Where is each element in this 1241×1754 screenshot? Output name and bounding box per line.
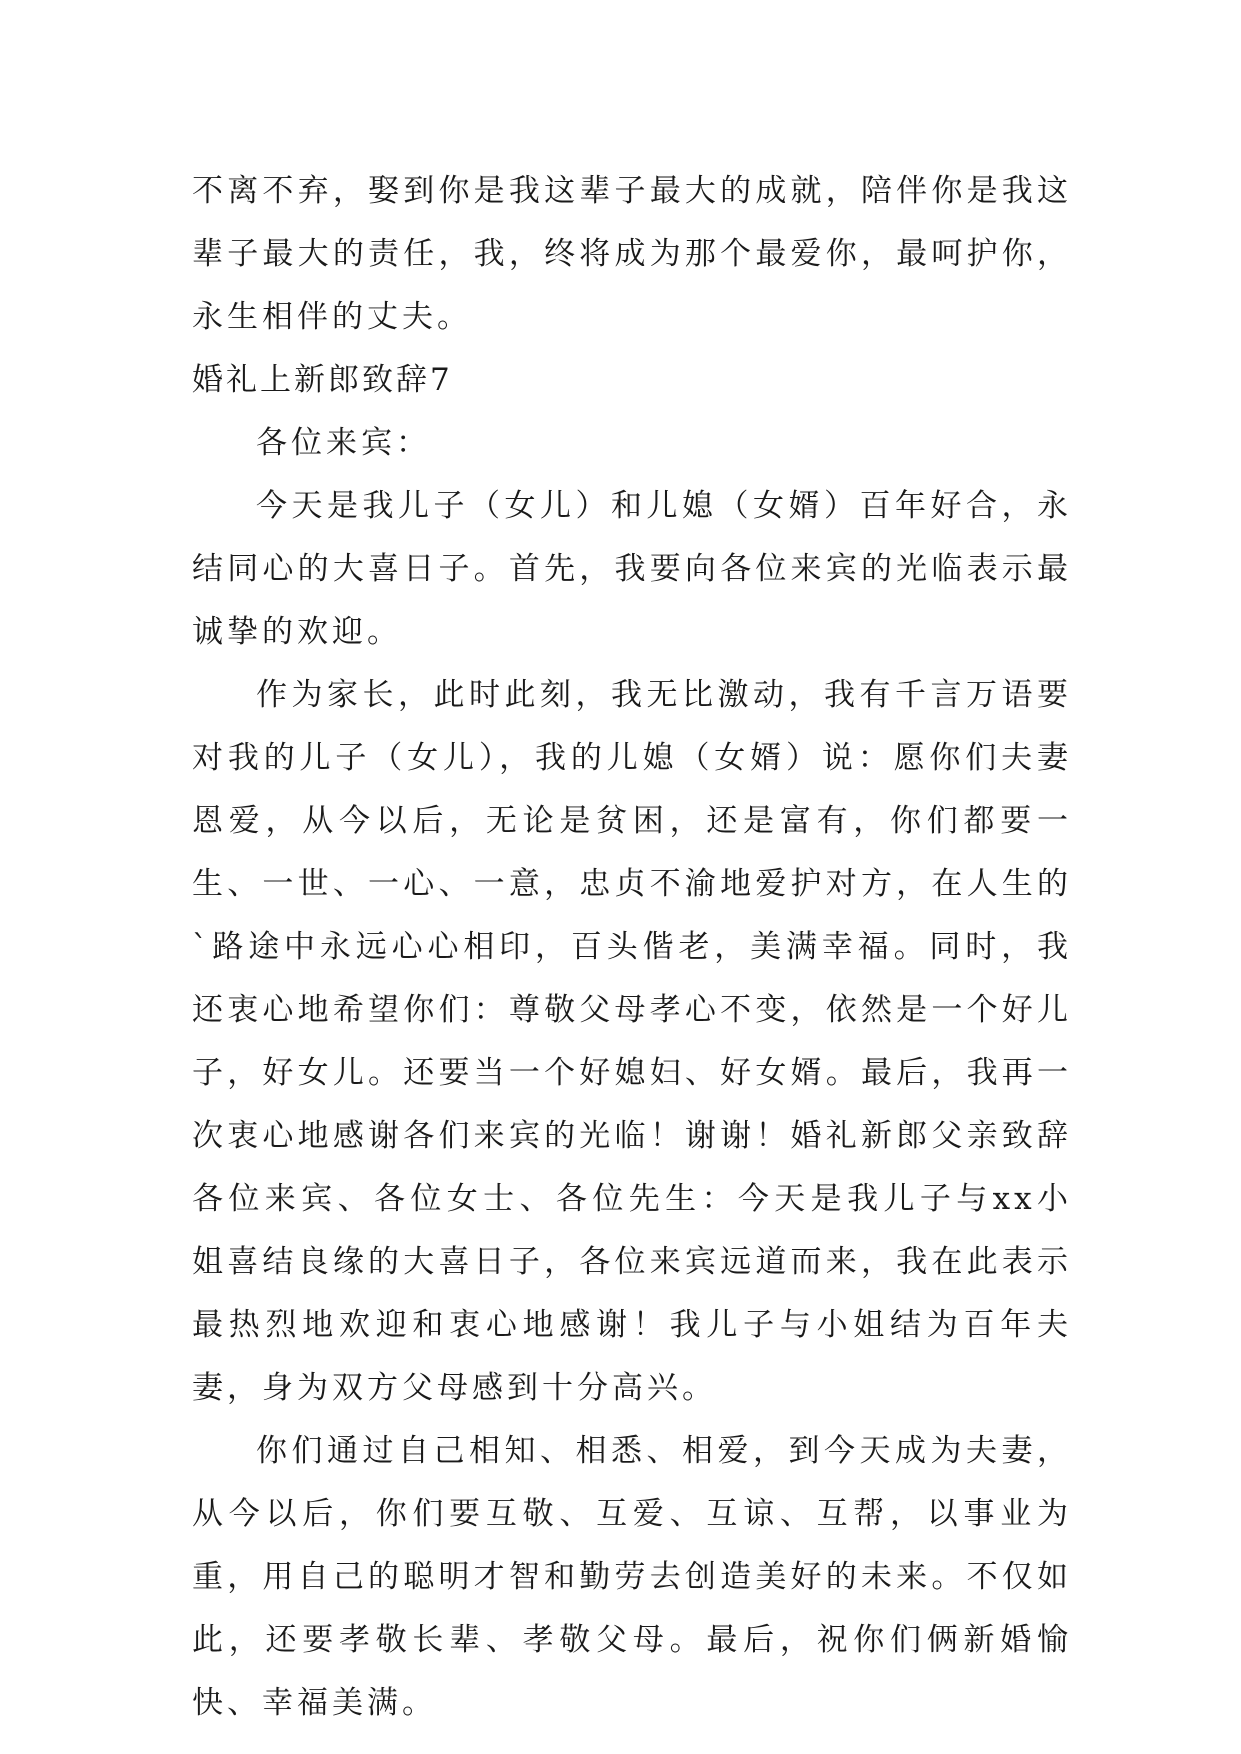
- body-paragraph-2: 作为家长，此时此刻，我无比激动，我有千言万语要对我的儿子（女儿），我的儿媳（女婿）说：愿你们夫妻恩爱，从今以后，无论是贫困，还是富有，你们都要一生、一世、一心、一意，忠贞不渝地爱护对方，在人生的`路途中永远心心相印，百头偕老，美满幸福。同时，我还衷心地希望你们：尊敬父母孝心不变，依然是一个好儿子，好女儿。还要当一个好媳妇、好女婿。最后，我再一次衷心地感谢各们来宾的光临！谢谢！婚礼新郎父亲致辞各位来宾、各位女士、各位先生：今天是我儿子与xx小姐喜结良缘的大喜日子，各位来宾远道而来，我在此表示最热烈地欢迎和衷心地感谢！我儿子与小姐结为百年夫妻，身为双方父母感到十分高兴。: [192, 677, 1072, 1406]
- body-paragraph-1: 今天是我儿子（女儿）和儿媳（女婿）百年好合，永结同心的大喜日子。首先，我要向各位来宾的光临表示最诚挚的欢迎。: [192, 488, 1072, 650]
- document-body: [192, 160, 1072, 1735]
- greeting-line: 各位来宾：: [256, 425, 431, 461]
- body-paragraph-3: 你们通过自己相知、相悉、相爱，到今天成为夫妻，从今以后，你们要互敬、互爱、互谅、互帮，以事业为重，用自己的聪明才智和勤劳去创造美好的未来。不仅如此，还要孝敬长辈、孝敬父母。最后，祝你们俩新婚愉快、幸福美满。: [192, 1433, 1072, 1721]
- section-heading: 婚礼上新郎致辞7: [192, 362, 453, 398]
- continuation-paragraph: 不离不弃，娶到你是我这辈子最大的成就，陪伴你是我这辈子最大的责任，我，终将成为那个最爱你，最呵护你，永生相伴的丈夫。: [192, 173, 1072, 335]
